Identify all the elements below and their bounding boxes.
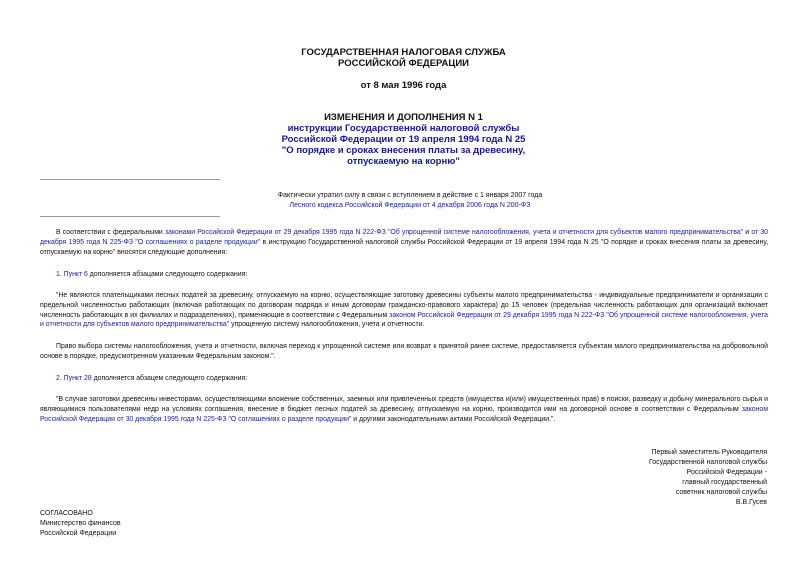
divider-top (40, 179, 220, 180)
title-line-3: Российской Федерации от 19 апреля 1994 года N 25 (281, 134, 526, 145)
intro-text-2: и (743, 229, 752, 236)
law-225-link[interactable]: от 30 декабря 1995 года N 225-ФЗ "О соглашениях о разделе продукции" (40, 229, 768, 246)
quote-1-second-paragraph: Право выбора системы налогообложения, учета и отчетности, включая переход к упрощенной системе или возврат к принятой ранее системе, предоставляется субъектам малого предпринимательства на добровольной основе в порядке, предусмотренном указанным Федеральным законом.". (40, 343, 768, 360)
header-country: РОССИЙСКОЙ ФЕДЕРАЦИИ (337, 58, 469, 69)
forest-code-link[interactable]: Лесного кодекса Российской Федерации от 4 декабря 2006 года N 200-ФЗ (289, 202, 531, 209)
law-222-link[interactable]: законами Российской Федерации от 29 декабря 1995 года N 222-ФЗ "Об упрощенной системе налогообложения, учета и отчетности для субъектов малого предпринимательства" (164, 229, 744, 236)
intro-paragraph (40, 228, 768, 257)
title-line-4: "О порядке и сроках внесения платы за древесину, (281, 145, 526, 156)
signature-line-2: Государственной налоговой службы (648, 459, 767, 466)
item-1 (56, 270, 768, 280)
title-line-1: ИЗМЕНЕНИЯ И ДОПОЛНЕНИЯ N 1 (324, 112, 483, 123)
header (0, 47, 807, 69)
status-note-text: Фактически утратил силу в связи с вступлением в действие с 1 января 2007 года (277, 192, 543, 199)
quote-2-text-1: "В случае заготовки древесины инвесторами, осуществляющими вложение собственных, заемных или привлеченных средств (имущества и(или) имущественных прав) в поиски, разведку и добычу минерального сырья и являющимися пользователями недр на условиях соглашения, внесение в бюджет лесных податей за древесину, отпускаемую на корню, производится ими на договорной основе в соответствии с Федеральным (40, 396, 768, 413)
point-6-link[interactable]: Пункт 6 (63, 271, 88, 278)
signature-line-5: советник налоговой службы (675, 489, 767, 496)
agreed-title: СОГЛАСОВАНО (40, 510, 93, 517)
item-1-text: дополняется абзацами следующего содержания: (87, 271, 248, 278)
item-2-number: 2. (56, 375, 64, 382)
signature-line-3: Российской Федерации - (686, 469, 767, 476)
header-agency: ГОСУДАРСТВЕННАЯ НАЛОГОВАЯ СЛУЖБА (301, 47, 506, 58)
quote-1-text-2: упрощенную систему налогообложения, учета и отчетности. (229, 321, 425, 329)
quote-2 (40, 395, 768, 424)
header-date: от 8 мая 1996 года (360, 80, 447, 91)
signature-line-1: Первый заместитель Руководителя (651, 449, 767, 456)
intro-text-3: в инструкцию Государственной налоговой службы Российской Федерации от 19 апреля 1994 года N 25 "О порядке и сроках внесения платы за древесину, отпускаемую на корню" вносятся следующие дополнения: (40, 238, 768, 256)
status-note (205, 191, 615, 211)
item-2-text: дополняется абзацем следующего содержания: (91, 375, 248, 382)
signature-line-4: главный государственный (682, 479, 767, 486)
intro-text-1: В соответствии с федеральными (56, 229, 165, 236)
signature-name: В.В.Гусев (735, 499, 767, 506)
point-28-link[interactable]: Пункт 28 (63, 375, 92, 382)
divider-bottom (40, 216, 220, 217)
item-1-number: 1. (56, 271, 64, 278)
agreed-ministry: Министерство финансов (40, 520, 121, 527)
signature-block (507, 448, 767, 508)
quote-1 (40, 291, 768, 330)
agreed-country: Российской Федерации (40, 530, 117, 537)
document-title (0, 112, 807, 167)
quote-2-law-link[interactable]: законом Российской Федерации от 30 декабря 1995 года N 225-ФЗ "О соглашениях о разделе продукции" (40, 405, 768, 423)
title-line-2: инструкции Государственной налоговой службы (287, 123, 520, 134)
item-2 (56, 374, 768, 384)
quote-1-text-1: "Не являются плательщиками лесных податей за древесину, отпускаемую на корню, осуществляющие заготовку древесины субъекты малого предпринимательства - индивидуальные предприниматели и организации с предельной численностью работающих (включая работающих по договорам подряда и иным договорам гражданско-правового характера) до 15 человек (предельная численность работающих для организаций включает численность работающих в их филиалах и подразделениях), применяющие в соответствии с Федеральным (40, 292, 768, 319)
agreed-block (40, 509, 121, 539)
quote-1-law-link[interactable]: законом Российской Федерации от 29 декабря 1995 года N 222-ФЗ "Об упрощенной системе налогообложения, учета и отчетности для субъектов малого предпринимательства" (40, 311, 768, 329)
title-line-5: отпускаемую на корню" (347, 156, 460, 167)
quote-2-text-2: и другими законодательными актами Российской Федерации.". (351, 415, 556, 423)
